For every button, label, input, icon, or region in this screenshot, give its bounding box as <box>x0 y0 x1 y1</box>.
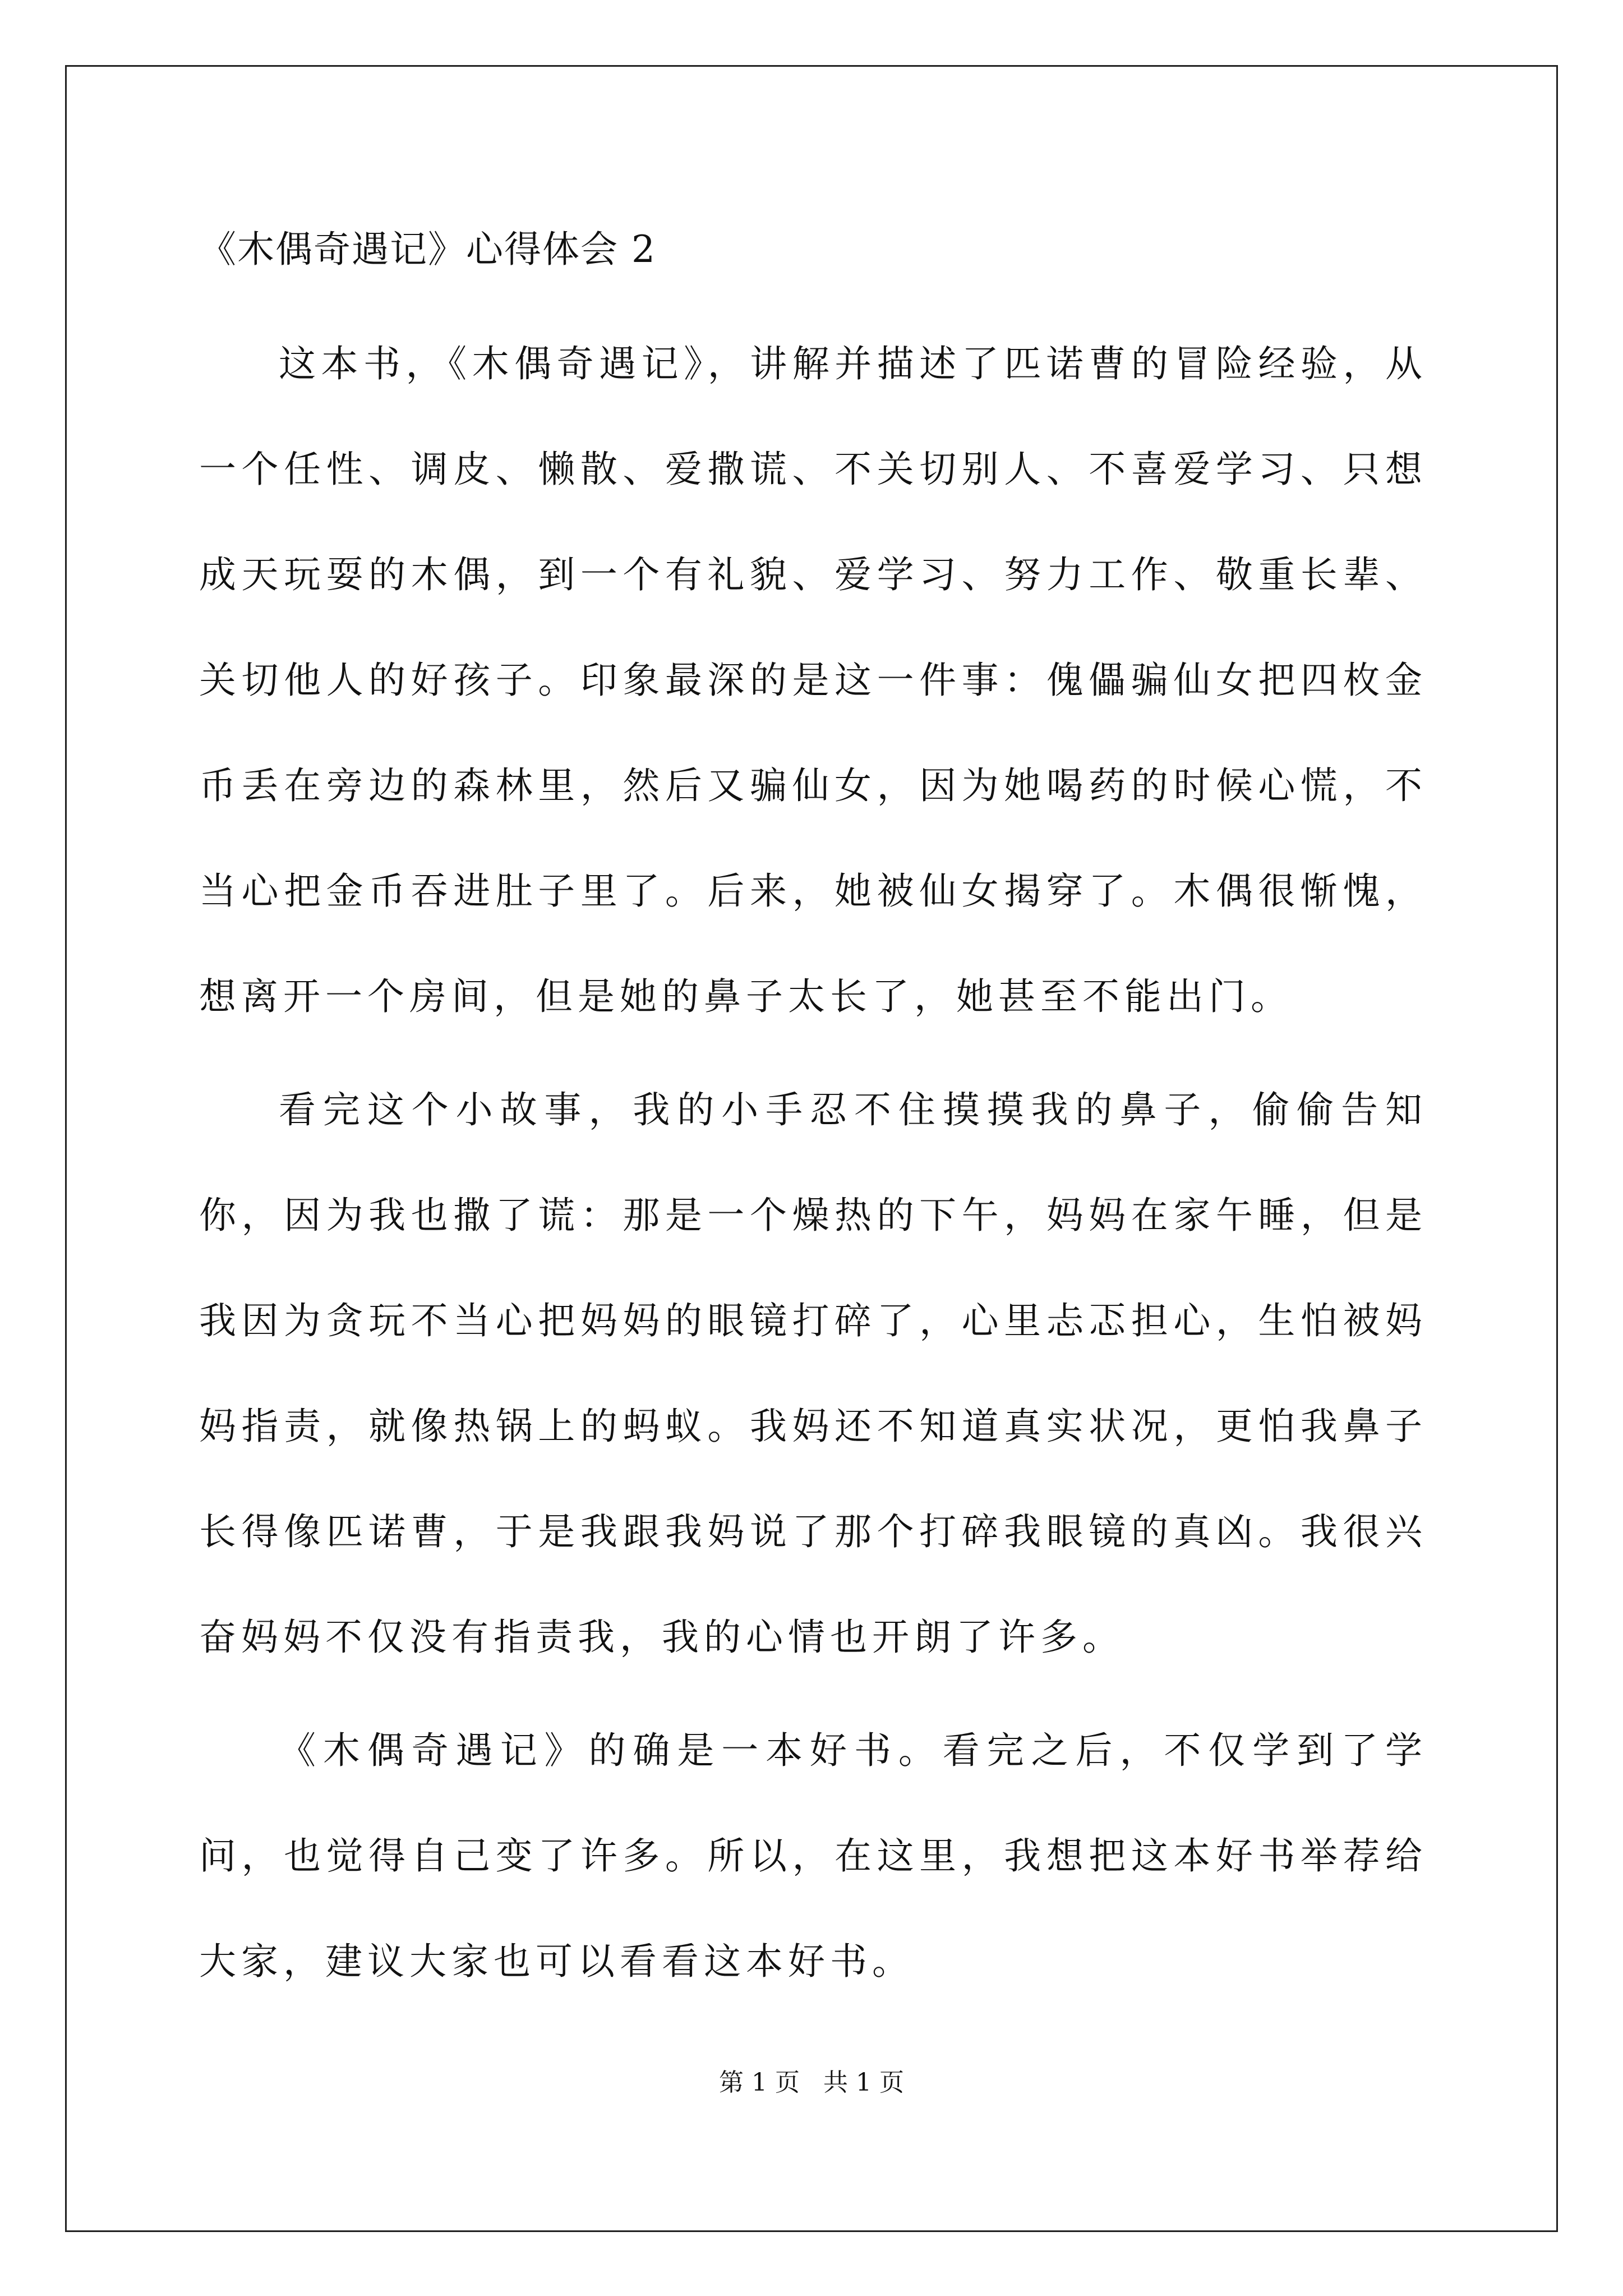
document-title: 《木偶奇遇记》心得体会 2 <box>199 228 656 271</box>
page-footer <box>0 2066 1623 2100</box>
paragraph-2: 看完这个小故事，我的小手忍不住摸摸我的鼻子，偷偷告知你，因为我也撒了谎：那是一个燥热的下午，妈妈在家午睡，但是我因为贪玩不当心把妈妈的眼镜打碎了，心里忐忑担心，生怕被妈妈指责，就像热锅上的蚂蚁。我妈还不知道真实状况，更怕我鼻子长得像匹诺曹，于是我跟我妈说了那个打碎我眼镜的真凶。我很兴奋妈妈不仅没有指责我，我的心情也开朗了许多。 <box>199 1088 1427 1659</box>
page-total: 共 1 页 <box>823 2068 904 2097</box>
paragraph-3: 《木偶奇遇记》的确是一本好书。看完之后，不仅学到了学问，也觉得自己变了许多。所以，在这里，我想把这本好书举荐给大家，建议大家也可以看看这本好书。 <box>199 1729 1427 1983</box>
document-body <box>199 222 1427 2022</box>
paragraph-1: 这本书，《木偶奇遇记》，讲解并描述了匹诺曹的冒险经验，从一个任性、调皮、懒散、爱撒谎、不关切别人、不喜爱学习、只想成天玩耍的木偶，到一个有礼貌、爱学习、努力工作、敬重长辈、关切他人的好孩子。印象最深的是这一件事：傀儡骗仙女把四枚金币丢在旁边的森林里，然后又骗仙女，因为她喝药的时候心慌，不当心把金币吞进肚子里了。后来，她被仙女揭穿了。木偶很惭愧，想离开一个房间，但是她的鼻子太长了，她甚至不能出门。 <box>199 342 1427 1018</box>
page-number: 第 1 页 <box>719 2068 800 2097</box>
